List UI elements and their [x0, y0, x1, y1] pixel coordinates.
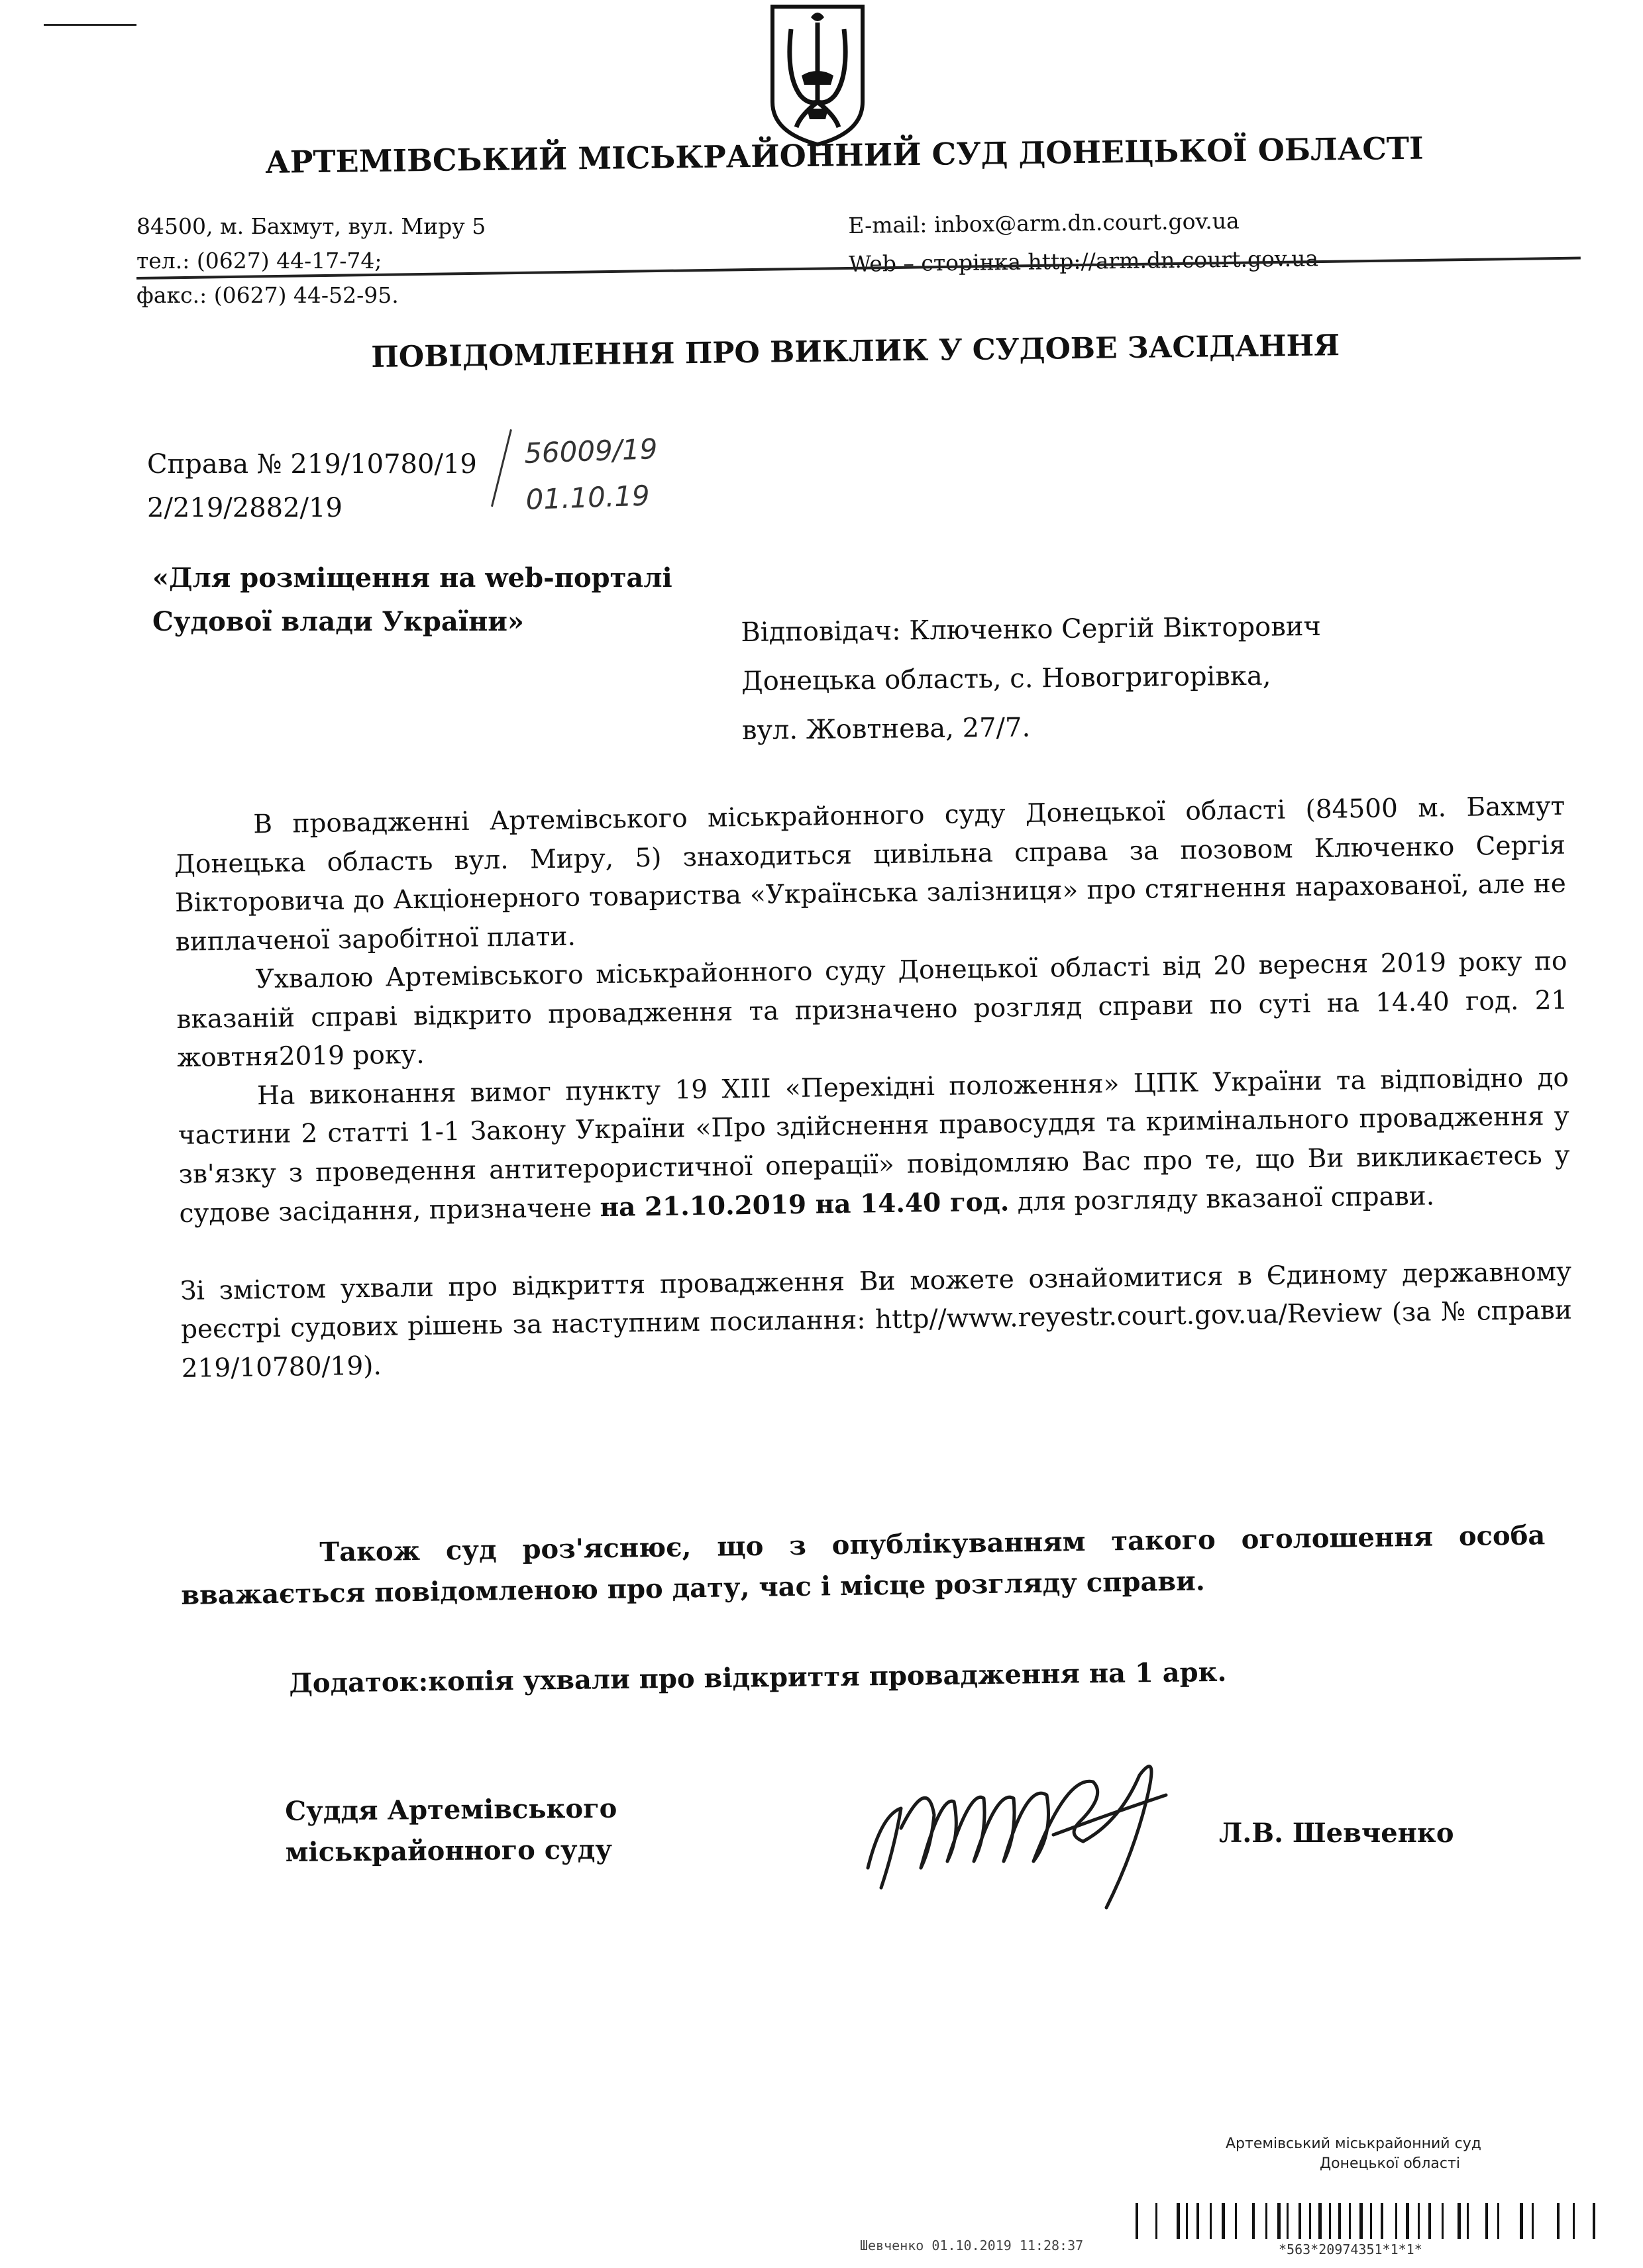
defendant-street: вул. Жовтнева, 27/7. — [741, 712, 1031, 746]
handwritten-date: 01.10.19 — [525, 479, 651, 516]
court-email: E-mail: inbox@arm.dn.court.gov.ua — [848, 207, 1240, 238]
stamp-region: Донецької області — [1319, 2155, 1460, 2172]
annex-note: Додаток:копія ухвали про відкриття провадження на 1 арк. — [289, 1656, 1227, 1699]
court-fax: факс.: (0627) 44-52-95. — [136, 282, 399, 308]
court-phone: тел.: (0627) 44-17-74; — [136, 248, 382, 274]
barcode-number: *563*20974351*1*1* — [1279, 2242, 1422, 2257]
judge-position-line2: міськрайонного суду — [285, 1833, 613, 1868]
portal-note-line2: Судової влади України» — [152, 606, 524, 637]
hearing-datetime: на 21.10.2019 на 14.40 год. — [600, 1186, 1010, 1223]
paragraph-proceedings: В провадженні Артемівського міськрайонного суду Донецької області (84500 м. Бахмут Донецька область вул. Миру, 5) знаходиться цивільна справа за позовом Ключенко Сергія Вікторовича до Акціонерного товариства «Українська залізниця» про стягнення нарахованої, але не виплаченої заробітної плати. — [174, 791, 1567, 957]
court-contacts — [848, 201, 1318, 284]
judge-position — [285, 1788, 617, 1873]
judge-position-line1: Суддя Артемівського — [285, 1792, 617, 1827]
summons-text: На виконання вимог пункту 19 XIII «Перехідні положення» ЦПК України та відповідно до частини 2 статті 1-1 Закону України «Про здійснення правосуддя та кримінального провадження у зв'язку з проведення антитерористичної операції» повідомляю Вас про те, що Ви викликаєтесь у судове засідання, призначене — [178, 1062, 1570, 1229]
paragraph-registry: Зі змістом ухвали про відкриття провадження Ви можете ознайомитися в Єдиному державному реєстрі судових рішень за наступним посилання: http//www.reyestr.court.gov.ua/Review (за № справи 219/10780/19). — [180, 1257, 1573, 1384]
court-website: Web – сторінка http://arm.dn.court.gov.ua — [848, 245, 1319, 277]
defendant-block — [741, 602, 1322, 755]
registration-number: 2/219/2882/19 — [147, 493, 343, 523]
scan-info: Шевченко 01.10.2019 11:28:37 — [860, 2238, 1084, 2253]
case-numbers — [147, 442, 477, 530]
court-stamp — [1226, 2134, 1481, 2174]
trident-coat-of-arms-icon — [767, 3, 868, 147]
summons-text-end: для розгляду вказаної справи. — [1008, 1181, 1435, 1217]
defendant-name: Відповідач: Ключенко Сергій Вікторович — [741, 611, 1322, 648]
court-address-block — [136, 209, 486, 313]
paragraph-ruling: Ухвалою Артемівського міськрайонного суду Донецької області від 20 вересня 2019 року по вказаній справі відкрито провадження та призначено розгляд справи по суті на 14.40 год. 21 жовтня2019 року. — [176, 946, 1568, 1073]
handwritten-annotation — [523, 426, 660, 523]
judge-name: Л.В. Шевченко — [1219, 1818, 1454, 1849]
court-address: 84500, м. Бахмут, вул. Миру 5 — [136, 213, 486, 239]
paragraph-summons — [178, 1058, 1571, 1233]
clarification-text: Також суд роз'яснює, що з опублікуванням такого оголошення особа вважається повідомленою про дату, час і місце розгляду справи. — [180, 1520, 1546, 1611]
case-number: Справа № 219/10780/19 — [147, 449, 477, 480]
barcode-icon — [1136, 2200, 1599, 2242]
corner-mark — [44, 24, 136, 26]
portal-note-line1: «Для розміщення на web-порталі — [152, 562, 672, 593]
court-name: АРТЕМІВСЬКИЙ МІСЬКРАЙОННИЙ СУД ДОНЕЦЬКОЇ ОБЛАСТІ — [265, 130, 1424, 180]
handwritten-signature — [855, 1735, 1199, 1934]
body-text — [174, 788, 1573, 1388]
defendant-region: Донецька область, с. Новогригорівка, — [741, 660, 1271, 697]
document-title: ПОВІДОМЛЕННЯ ПРО ВИКЛИК У СУДОВЕ ЗАСІДАННЯ — [371, 329, 1340, 374]
handwritten-number: 56009/19 — [523, 432, 659, 470]
clarification-block — [180, 1515, 1546, 1616]
stamp-court-name: Артемівський міськрайонний суд — [1226, 2136, 1481, 2152]
portal-note — [152, 556, 672, 644]
handwritten-slash — [491, 429, 512, 507]
